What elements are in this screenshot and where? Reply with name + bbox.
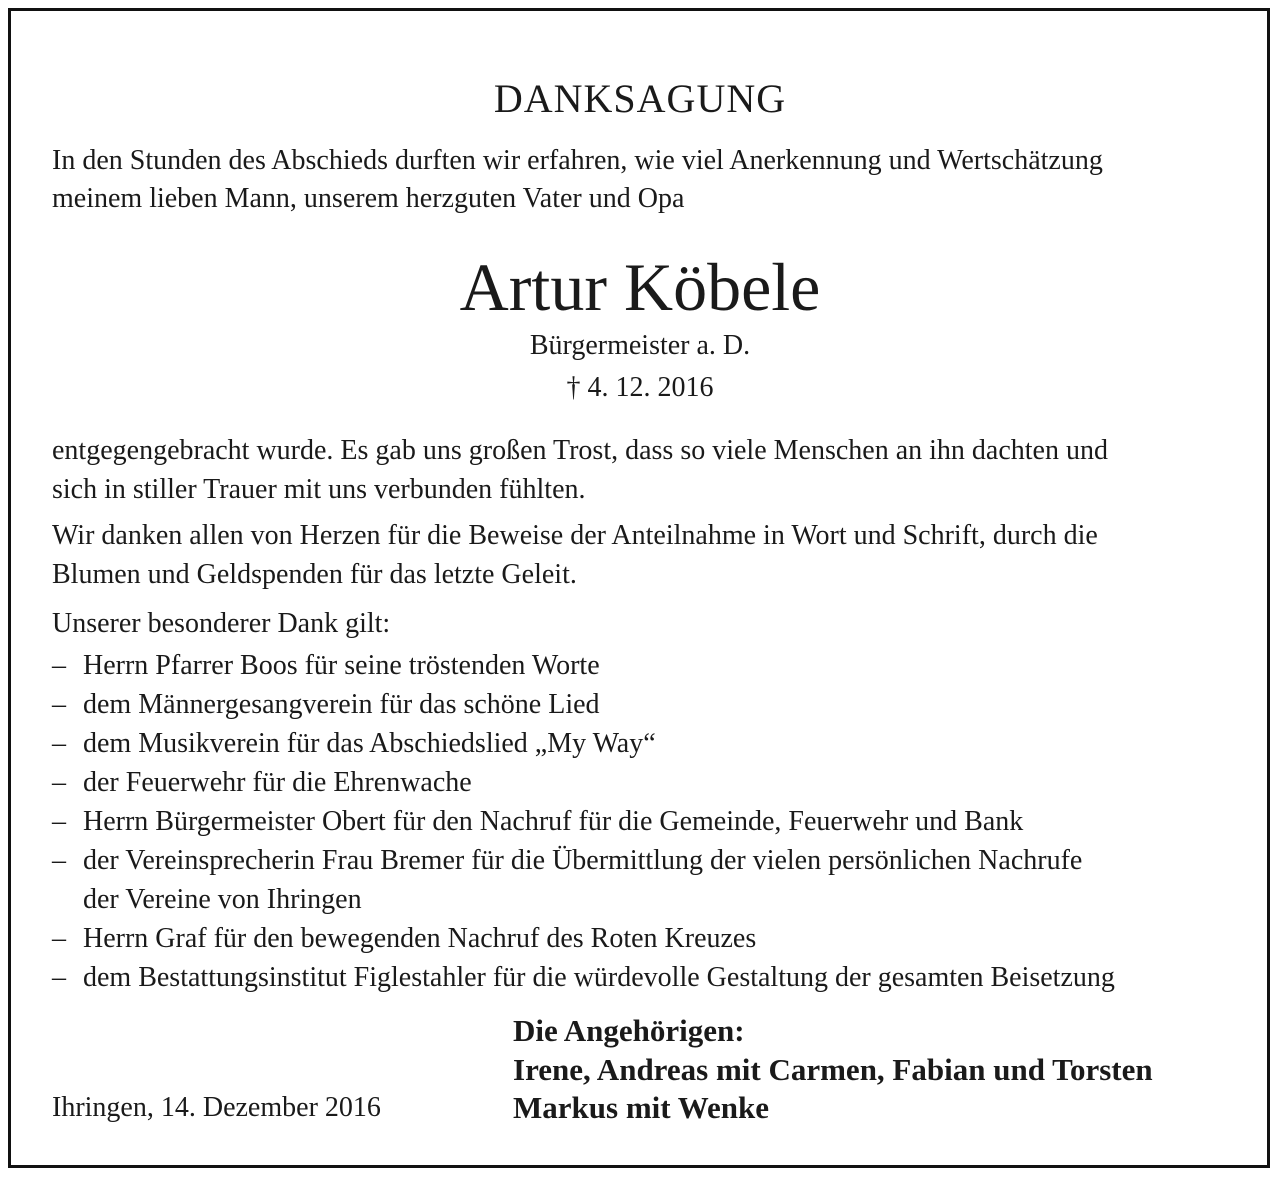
list-item-text: dem Männergesangverein für das schöne Lied [83, 689, 600, 720]
notice-title: DANKSAGUNG [493, 76, 787, 121]
list-item-text: dem Musikverein für das Abschiedslied „My Way“ [83, 728, 656, 759]
dash-bullet: – [52, 962, 66, 993]
list-item-text: Herrn Pfarrer Boos für seine tröstenden Worte [83, 650, 600, 681]
dash-bullet: – [52, 728, 66, 759]
list-item-text: dem Bestattungsinstitut Figlestahler für die würdevolle Gestaltung der gesamten Beisetzung [83, 962, 1115, 993]
list-item-text: der Vereinsprecherin Frau Bremer für die Übermittlung der vielen persönlichen Nachrufe [83, 845, 1083, 876]
thanks-heading: Unserer besonderer Dank gilt: [52, 608, 391, 639]
list-item [52, 802, 1115, 841]
place-date: Ihringen, 14. Dezember 2016 [52, 1092, 381, 1123]
dash-bullet: – [52, 923, 66, 954]
signature-line-2: Markus mit Wenke [513, 1090, 770, 1125]
body-line-4: Blumen und Geldspenden für das letzte Geleit. [52, 559, 577, 590]
intro-line-1: In den Stunden des Abschieds durften wir erfahren, wie viel Anerkennung und Wertschätzung [52, 145, 1103, 176]
list-item-continuation: der Vereine von Ihringen [83, 884, 362, 915]
list-item [52, 724, 1115, 763]
list-item-text: Herrn Bürgermeister Obert für den Nachruf für die Gemeinde, Feuerwehr und Bank [83, 806, 1024, 837]
deceased-name: Artur Köbele [459, 249, 821, 325]
thanks-list [52, 646, 1115, 997]
dash-bullet: – [52, 845, 66, 876]
list-item-text: der Feuerwehr für die Ehrenwache [83, 767, 472, 798]
list-item [52, 646, 1115, 685]
dash-bullet: – [52, 767, 66, 798]
body-line-3: Wir danken allen von Herzen für die Beweise der Anteilnahme in Wort und Schrift, durch die [52, 520, 1098, 551]
list-item [52, 958, 1115, 997]
deceased-title: Bürgermeister a. D. [529, 330, 751, 361]
signature-heading: Die Angehörigen: [513, 1013, 745, 1048]
list-item-text: Herrn Graf für den bewegenden Nachruf des Roten Kreuzes [83, 923, 757, 954]
dash-bullet: – [52, 806, 66, 837]
intro-line-2: meinem lieben Mann, unserem herzguten Vater und Opa [52, 183, 685, 214]
dash-bullet: – [52, 650, 66, 681]
list-item [52, 841, 1115, 919]
list-item [52, 919, 1115, 958]
list-item [52, 763, 1115, 802]
list-item [52, 685, 1115, 724]
dash-bullet: – [52, 689, 66, 720]
body-line-1: entgegengebracht wurde. Es gab uns großen Trost, dass so viele Menschen an ihn dachten und [52, 435, 1108, 466]
body-line-2: sich in stiller Trauer mit uns verbunden fühlten. [52, 474, 586, 505]
death-date: † 4. 12. 2016 [566, 372, 714, 403]
signature-line-1: Irene, Andreas mit Carmen, Fabian und Torsten [513, 1052, 1153, 1087]
